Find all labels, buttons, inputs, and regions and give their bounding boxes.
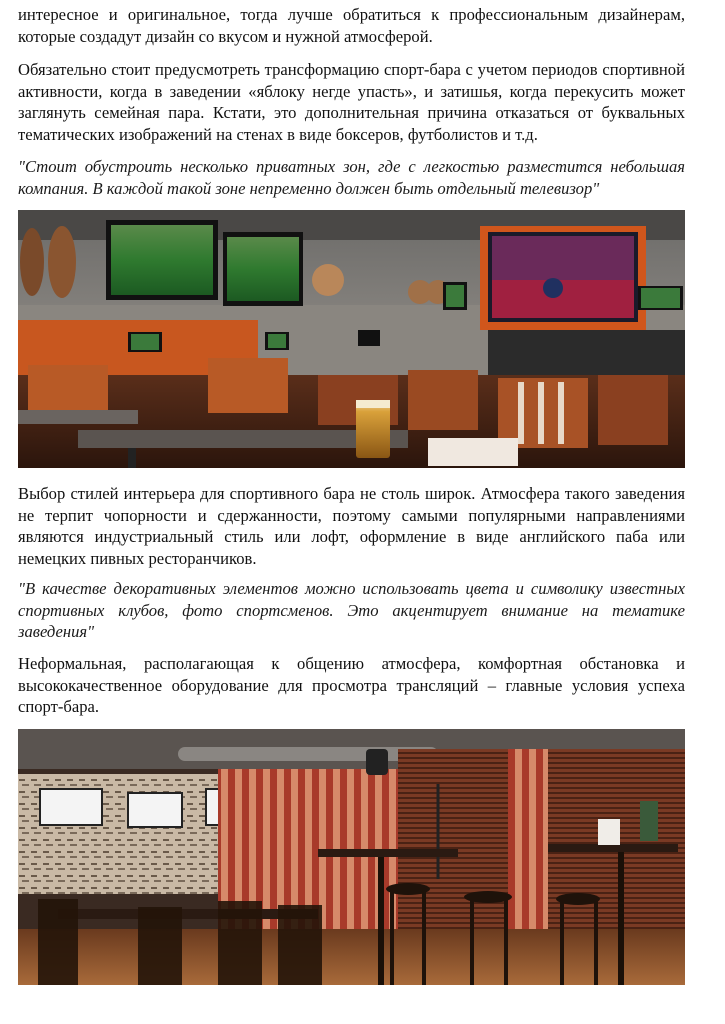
quote-private-zones: "Стоит обустроить несколько приватных зон, где с легкостью разместится небольшая компания. В каждой такой зоне непременно должен быть отдельный телевизор" bbox=[18, 157, 685, 198]
sports-bar-photo bbox=[18, 210, 685, 468]
paragraph-intro: интересное и оригинальное, тогда лучше обратиться к профессиональным дизайнерам, которые создадут дизайн со вкусом и нужной атмосферой. bbox=[18, 5, 685, 46]
pub-interior-photo bbox=[18, 729, 685, 985]
paragraph-styles: Выбор стилей интерьера для спортивного бара не столь широк. Атмосфера такого заведения не терпит чопорности и сдержанности, поэтому самыми популярными направлениями являются индустриальный стиль или лофт, оформление в виде английского паба или немецких пивных ресторанчиков. bbox=[18, 484, 685, 568]
paragraph-transformation: Обязательно стоит предусмотреть трансформацию спорт-бара с учетом периодов спортивной активности, когда в заведении «яблоку негде упасть», и затишья, когда перекусить может заглянуть семейная пара. Кстати, это дополнительная причина отказаться от буквальных тематических изображений на стенах в виде боксеров, футболистов и т.д. bbox=[18, 60, 685, 144]
paragraph-conditions: Неформальная, располагающая к общению атмосфера, комфортная обстановка и высококачественное оборудование для просмотра трансляций – главные условия успеха спорт-бара. bbox=[18, 654, 685, 716]
quote-decor-elements: "В качестве декоративных элементов можно использовать цвета и символику известных спортивных клубов, фото спортсменов. Это акцентирует внимание на тематике заведения" bbox=[18, 579, 685, 641]
